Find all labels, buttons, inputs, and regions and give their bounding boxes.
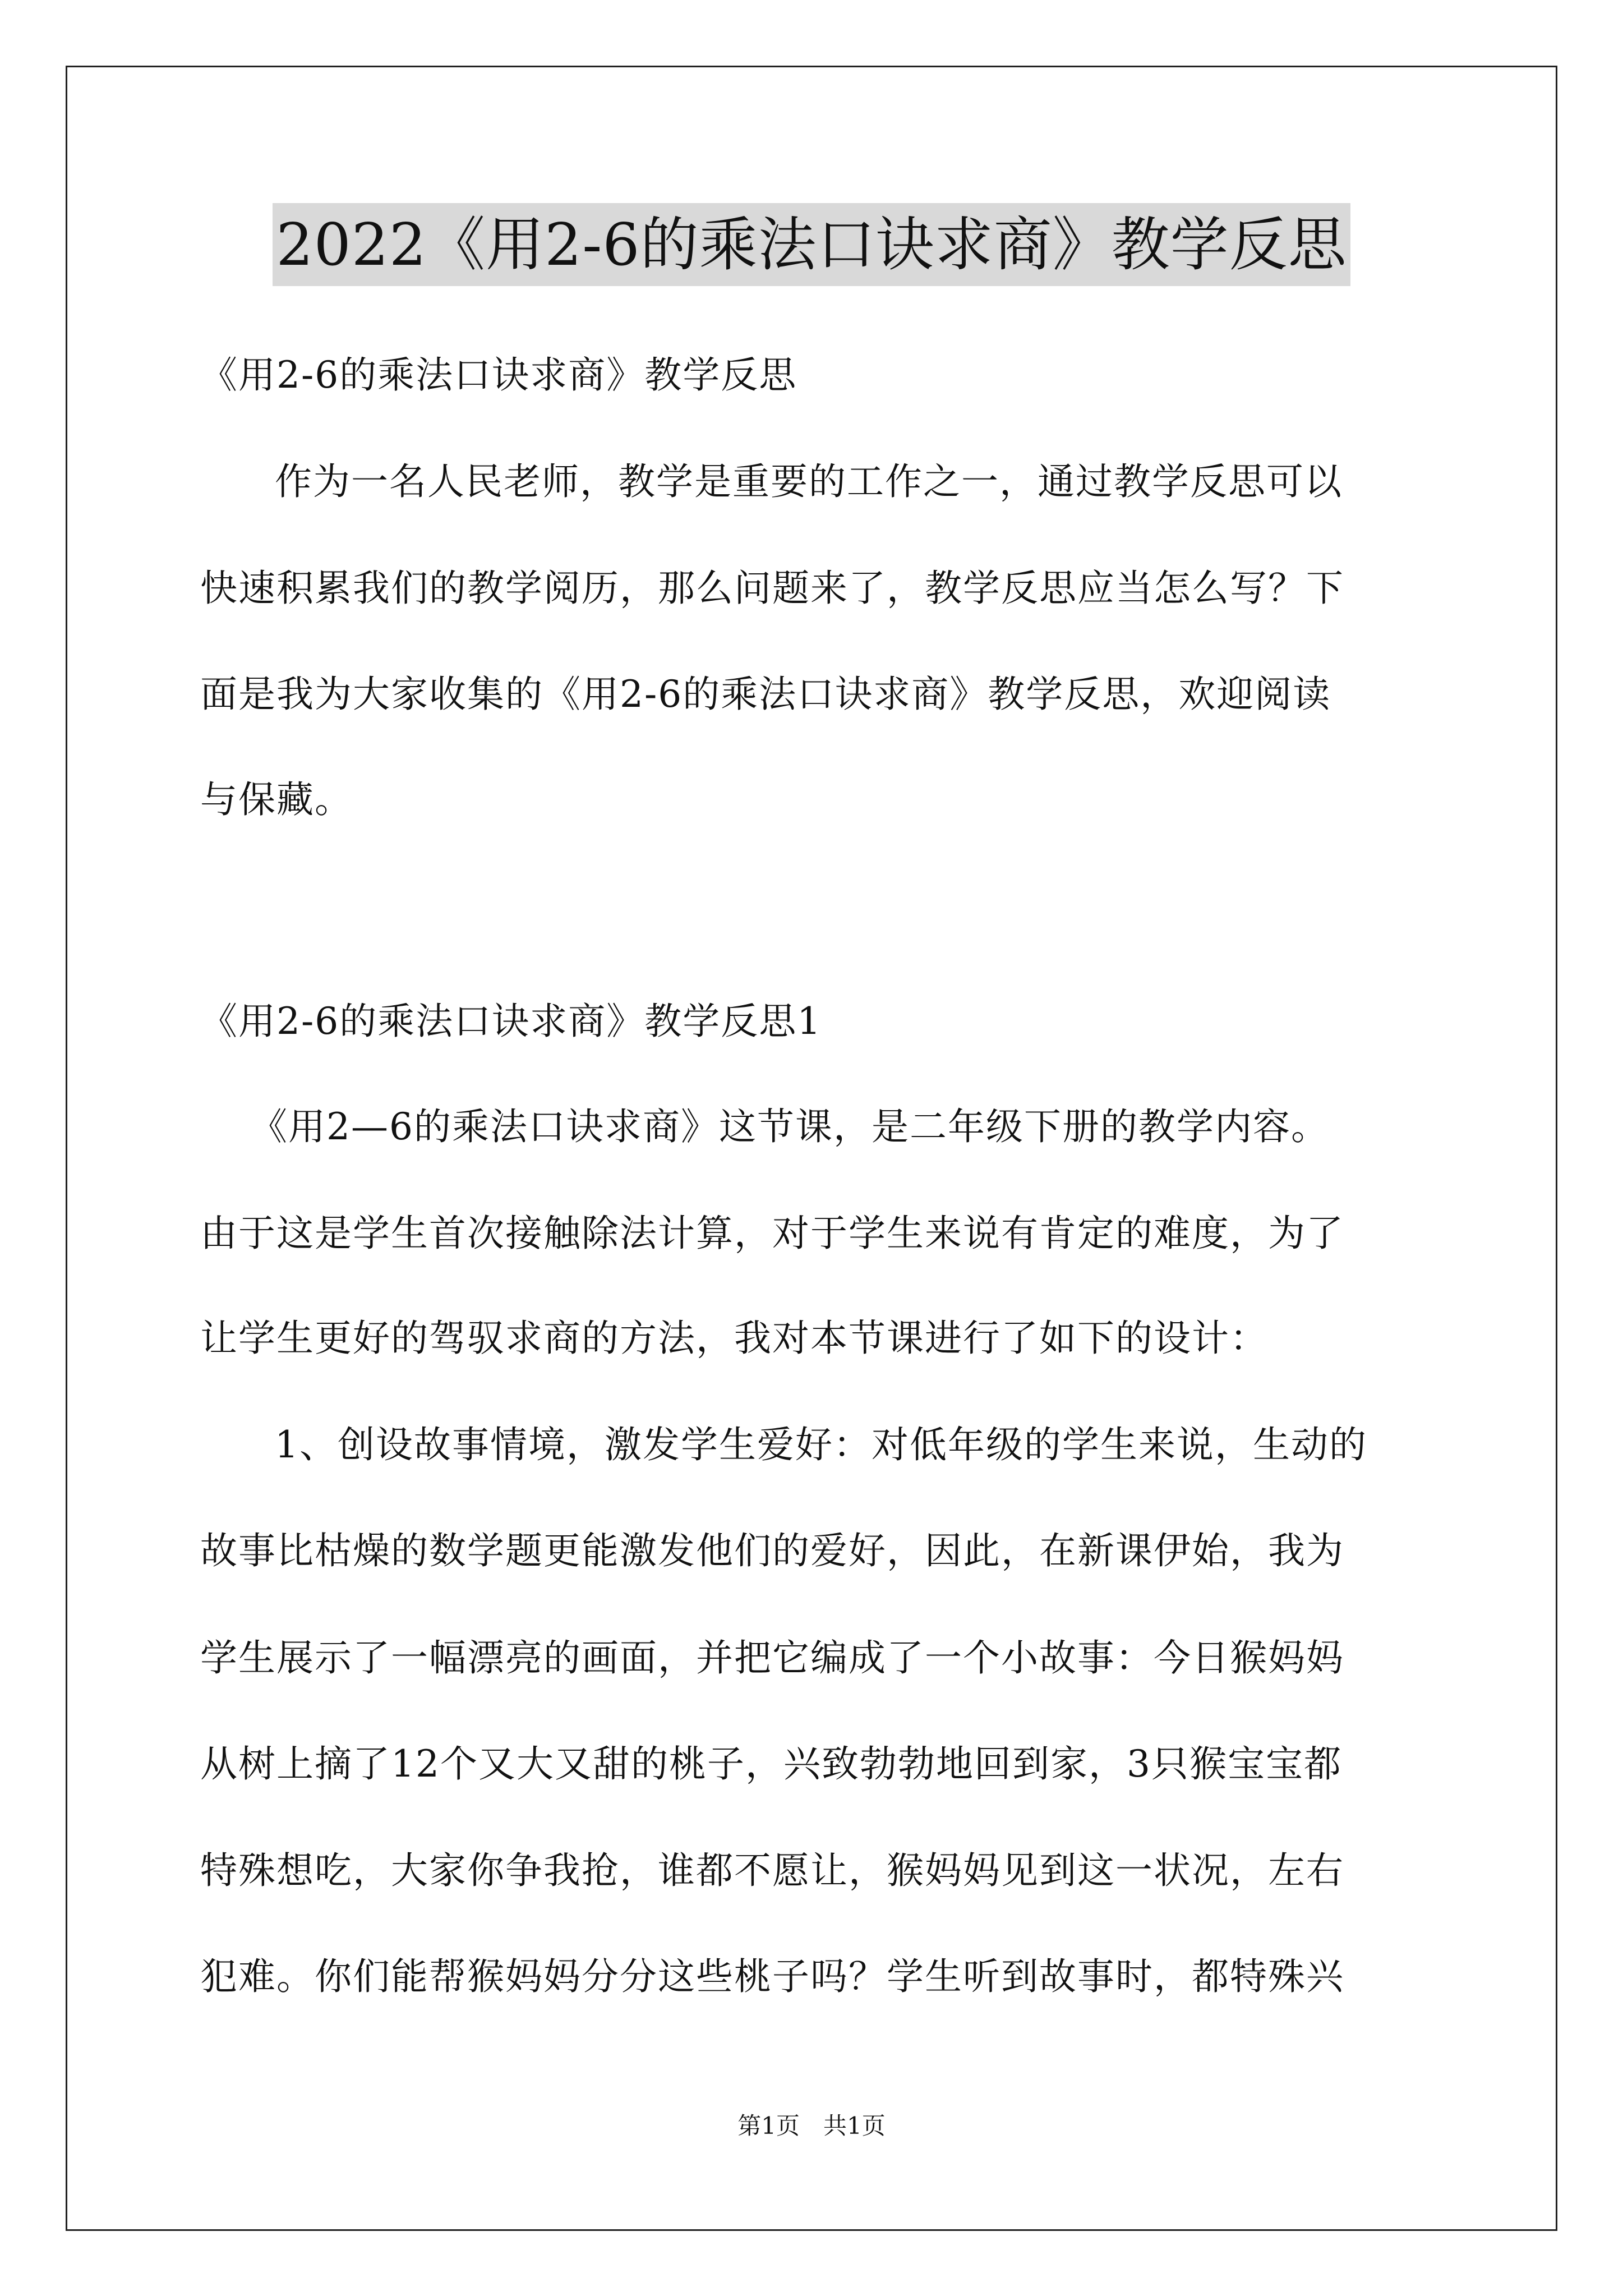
paragraph-line: 学生展示了一幅漂亮的画面，并把它编成了一个小故事：今日猴妈妈: [200, 1636, 1344, 1680]
intro-line: 作为一名人民老师，教学是重要的工作之一，通过教学反思可以: [275, 460, 1343, 503]
title-container: [0, 203, 1623, 286]
intro-line: 快速积累我们的教学阅历，那么问题来了，教学反思应当怎么写？下: [200, 567, 1344, 610]
paragraph-line: 从树上摘了12个又大又甜的桃子，兴致勃勃地回到家，3只猴宝宝都: [200, 1742, 1342, 1786]
paragraph-line: 《用2—6的乘法口诀求商》这节课，是二年级下册的教学内容。: [250, 1105, 1329, 1148]
document-title: 2022《用2-6的乘法口诀求商》教学反思: [273, 203, 1350, 286]
paragraph-line: 由于这是学生首次接触除法计算，对于学生来说有肯定的难度，为了: [200, 1212, 1344, 1255]
page-number: 第1页 共1页: [737, 2112, 886, 2139]
intro-line: 面是我为大家收集的《用2-6的乘法口诀求商》教学反思，欢迎阅读: [200, 673, 1331, 716]
intro-heading: 《用2-6的乘法口诀求商》教学反思: [200, 353, 797, 397]
paragraph-line: 故事比枯燥的数学题更能激发他们的爱好，因此，在新课伊始，我为: [200, 1529, 1344, 1572]
paragraph-line: 特殊想吃，大家你争我抢，谁都不愿让，猴妈妈见到这一状况，左右: [200, 1849, 1344, 1892]
paragraph-line: 1、创设故事情境，激发学生爱好：对低年级的学生来说，生动的: [275, 1423, 1367, 1466]
paragraph-line: 让学生更好的驾驭求商的方法，我对本节课进行了如下的设计：: [200, 1317, 1268, 1360]
intro-line: 与保藏。: [200, 778, 353, 821]
section-heading: 《用2-6的乘法口诀求商》教学反思1: [200, 1000, 822, 1043]
paragraph-line: 犯难。你们能帮猴妈妈分分这些桃子吗？学生听到故事时，都特殊兴: [200, 1955, 1344, 1998]
